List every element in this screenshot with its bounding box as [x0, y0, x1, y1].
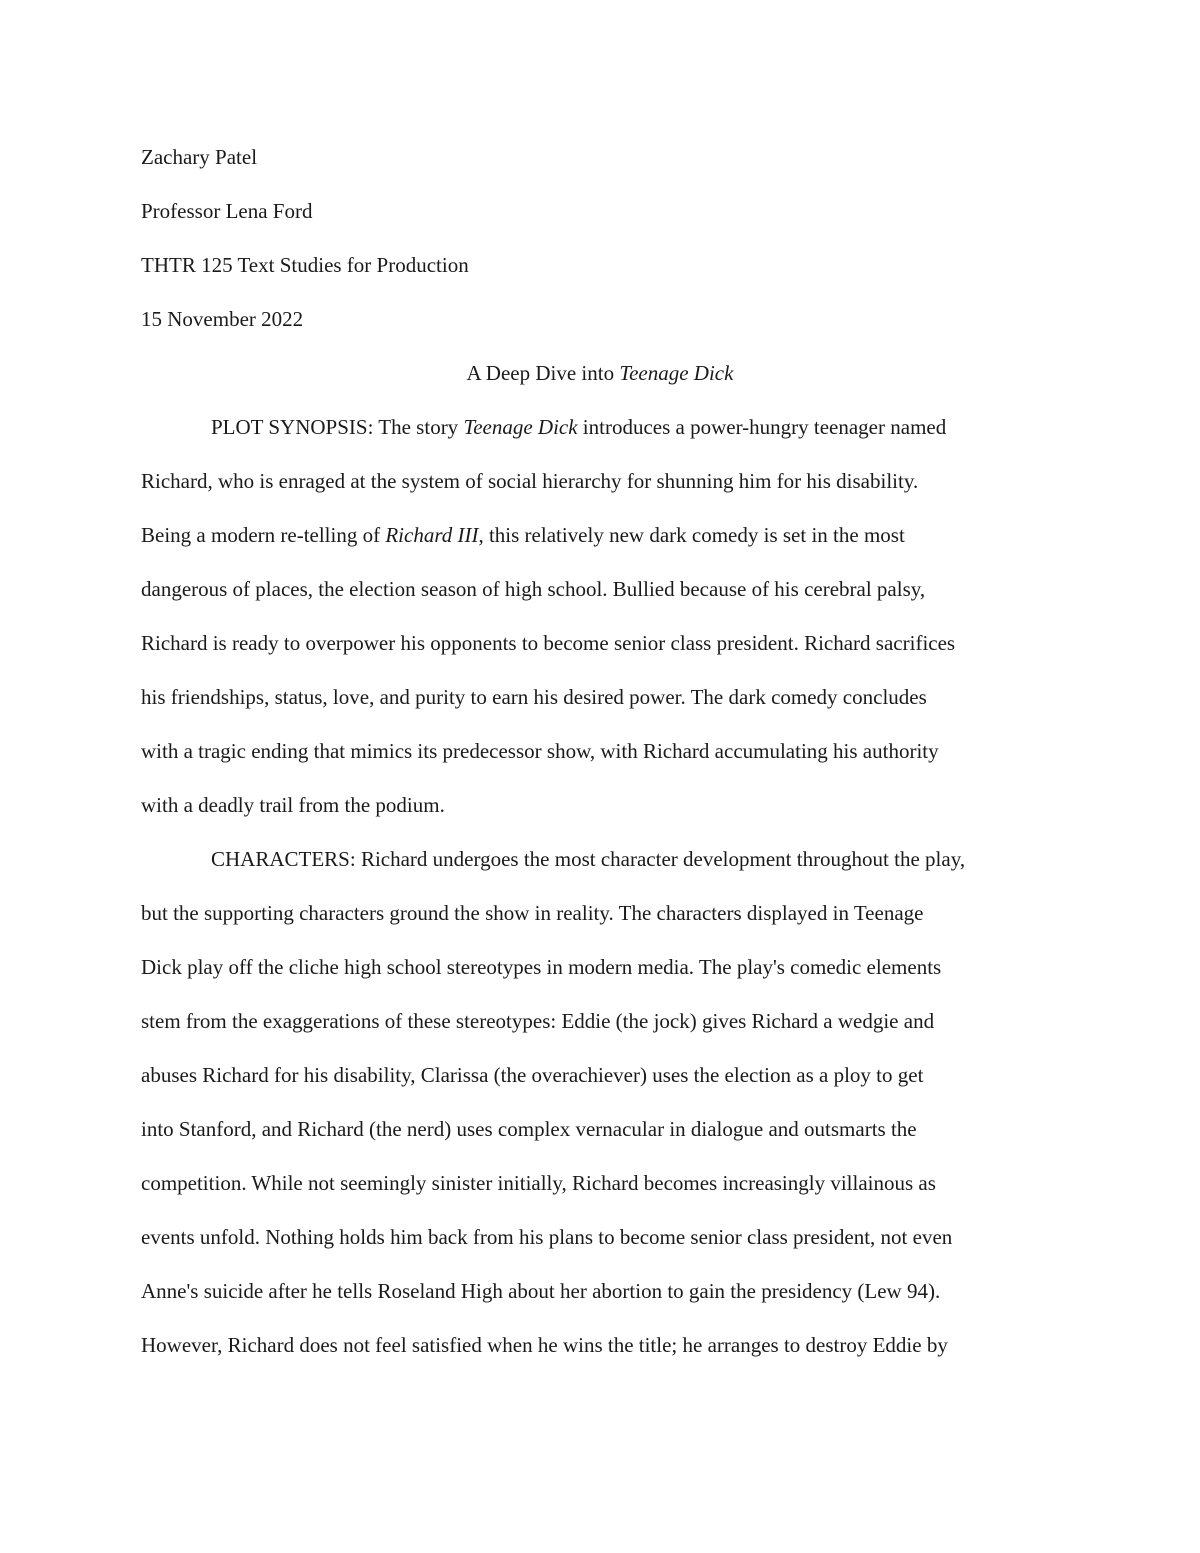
- characters-line-10: However, Richard does not feel satisfied when he wins the title; he arranges to destroy Eddie by: [141, 1333, 948, 1357]
- plot-line-3-italic: Richard III: [385, 523, 479, 547]
- professor-name: Professor Lena Ford: [141, 199, 313, 223]
- characters-line-7: competition. While not seemingly sinister initially, Richard becomes increasingly villainous as: [141, 1171, 936, 1195]
- characters-line-5: abuses Richard for his disability, Clarissa (the overachiever) uses the election as a ploy to get: [141, 1063, 924, 1087]
- characters-line-1: CHARACTERS: Richard undergoes the most character development throughout the play,: [211, 847, 966, 871]
- plot-line-1-italic: Teenage Dick: [463, 415, 578, 439]
- plot-synopsis-line-2: Richard, who is enraged at the system of social hierarchy for shunning him for his disability.: [141, 469, 919, 493]
- plot-line-3-prefix: Being a modern re-telling of: [141, 523, 386, 547]
- plot-line-1-suffix: introduces a power-hungry teenager named: [577, 415, 947, 439]
- plot-line-3-suffix: , this relatively new dark comedy is set in the most: [478, 523, 905, 547]
- characters-line-8: events unfold. Nothing holds him back from his plans to become senior class president, not even: [141, 1225, 953, 1249]
- plot-synopsis-line-5: Richard is ready to overpower his opponents to become senior class president. Richard sacrifices: [141, 631, 956, 655]
- course-name: THTR 125 Text Studies for Production: [141, 253, 469, 277]
- plot-synopsis-line-3: [141, 523, 905, 547]
- author-name: Zachary Patel: [141, 145, 258, 169]
- characters-line-3: Dick play off the cliche high school stereotypes in modern media. The play's comedic elements: [141, 955, 942, 979]
- plot-synopsis-line-8: with a deadly trail from the podium.: [141, 793, 445, 817]
- essay-title-italic: Teenage Dick: [619, 361, 734, 385]
- characters-line-6: into Stanford, and Richard (the nerd) uses complex vernacular in dialogue and outsmarts the: [141, 1117, 917, 1141]
- plot-synopsis-line-1: [211, 415, 946, 439]
- essay-title: [0, 361, 1200, 385]
- characters-line-4: stem from the exaggerations of these stereotypes: Eddie (the jock) gives Richard a wedgie and: [141, 1009, 935, 1033]
- characters-line-2: but the supporting characters ground the show in reality. The characters displayed in Teenage: [141, 901, 924, 925]
- plot-synopsis-line-6: his friendships, status, love, and purity to earn his desired power. The dark comedy concludes: [141, 685, 927, 709]
- characters-line-9: Anne's suicide after he tells Roseland High about her abortion to gain the presidency (Lew 94).: [141, 1279, 941, 1303]
- essay-title-prefix: A Deep Dive into: [466, 361, 620, 385]
- plot-line-1-prefix: PLOT SYNOPSIS: The story: [211, 415, 464, 439]
- plot-synopsis-line-7: with a tragic ending that mimics its predecessor show, with Richard accumulating his authority: [141, 739, 939, 763]
- date: 15 November 2022: [141, 307, 304, 331]
- plot-synopsis-line-4: dangerous of places, the election season of high school. Bullied because of his cerebral palsy,: [141, 577, 926, 601]
